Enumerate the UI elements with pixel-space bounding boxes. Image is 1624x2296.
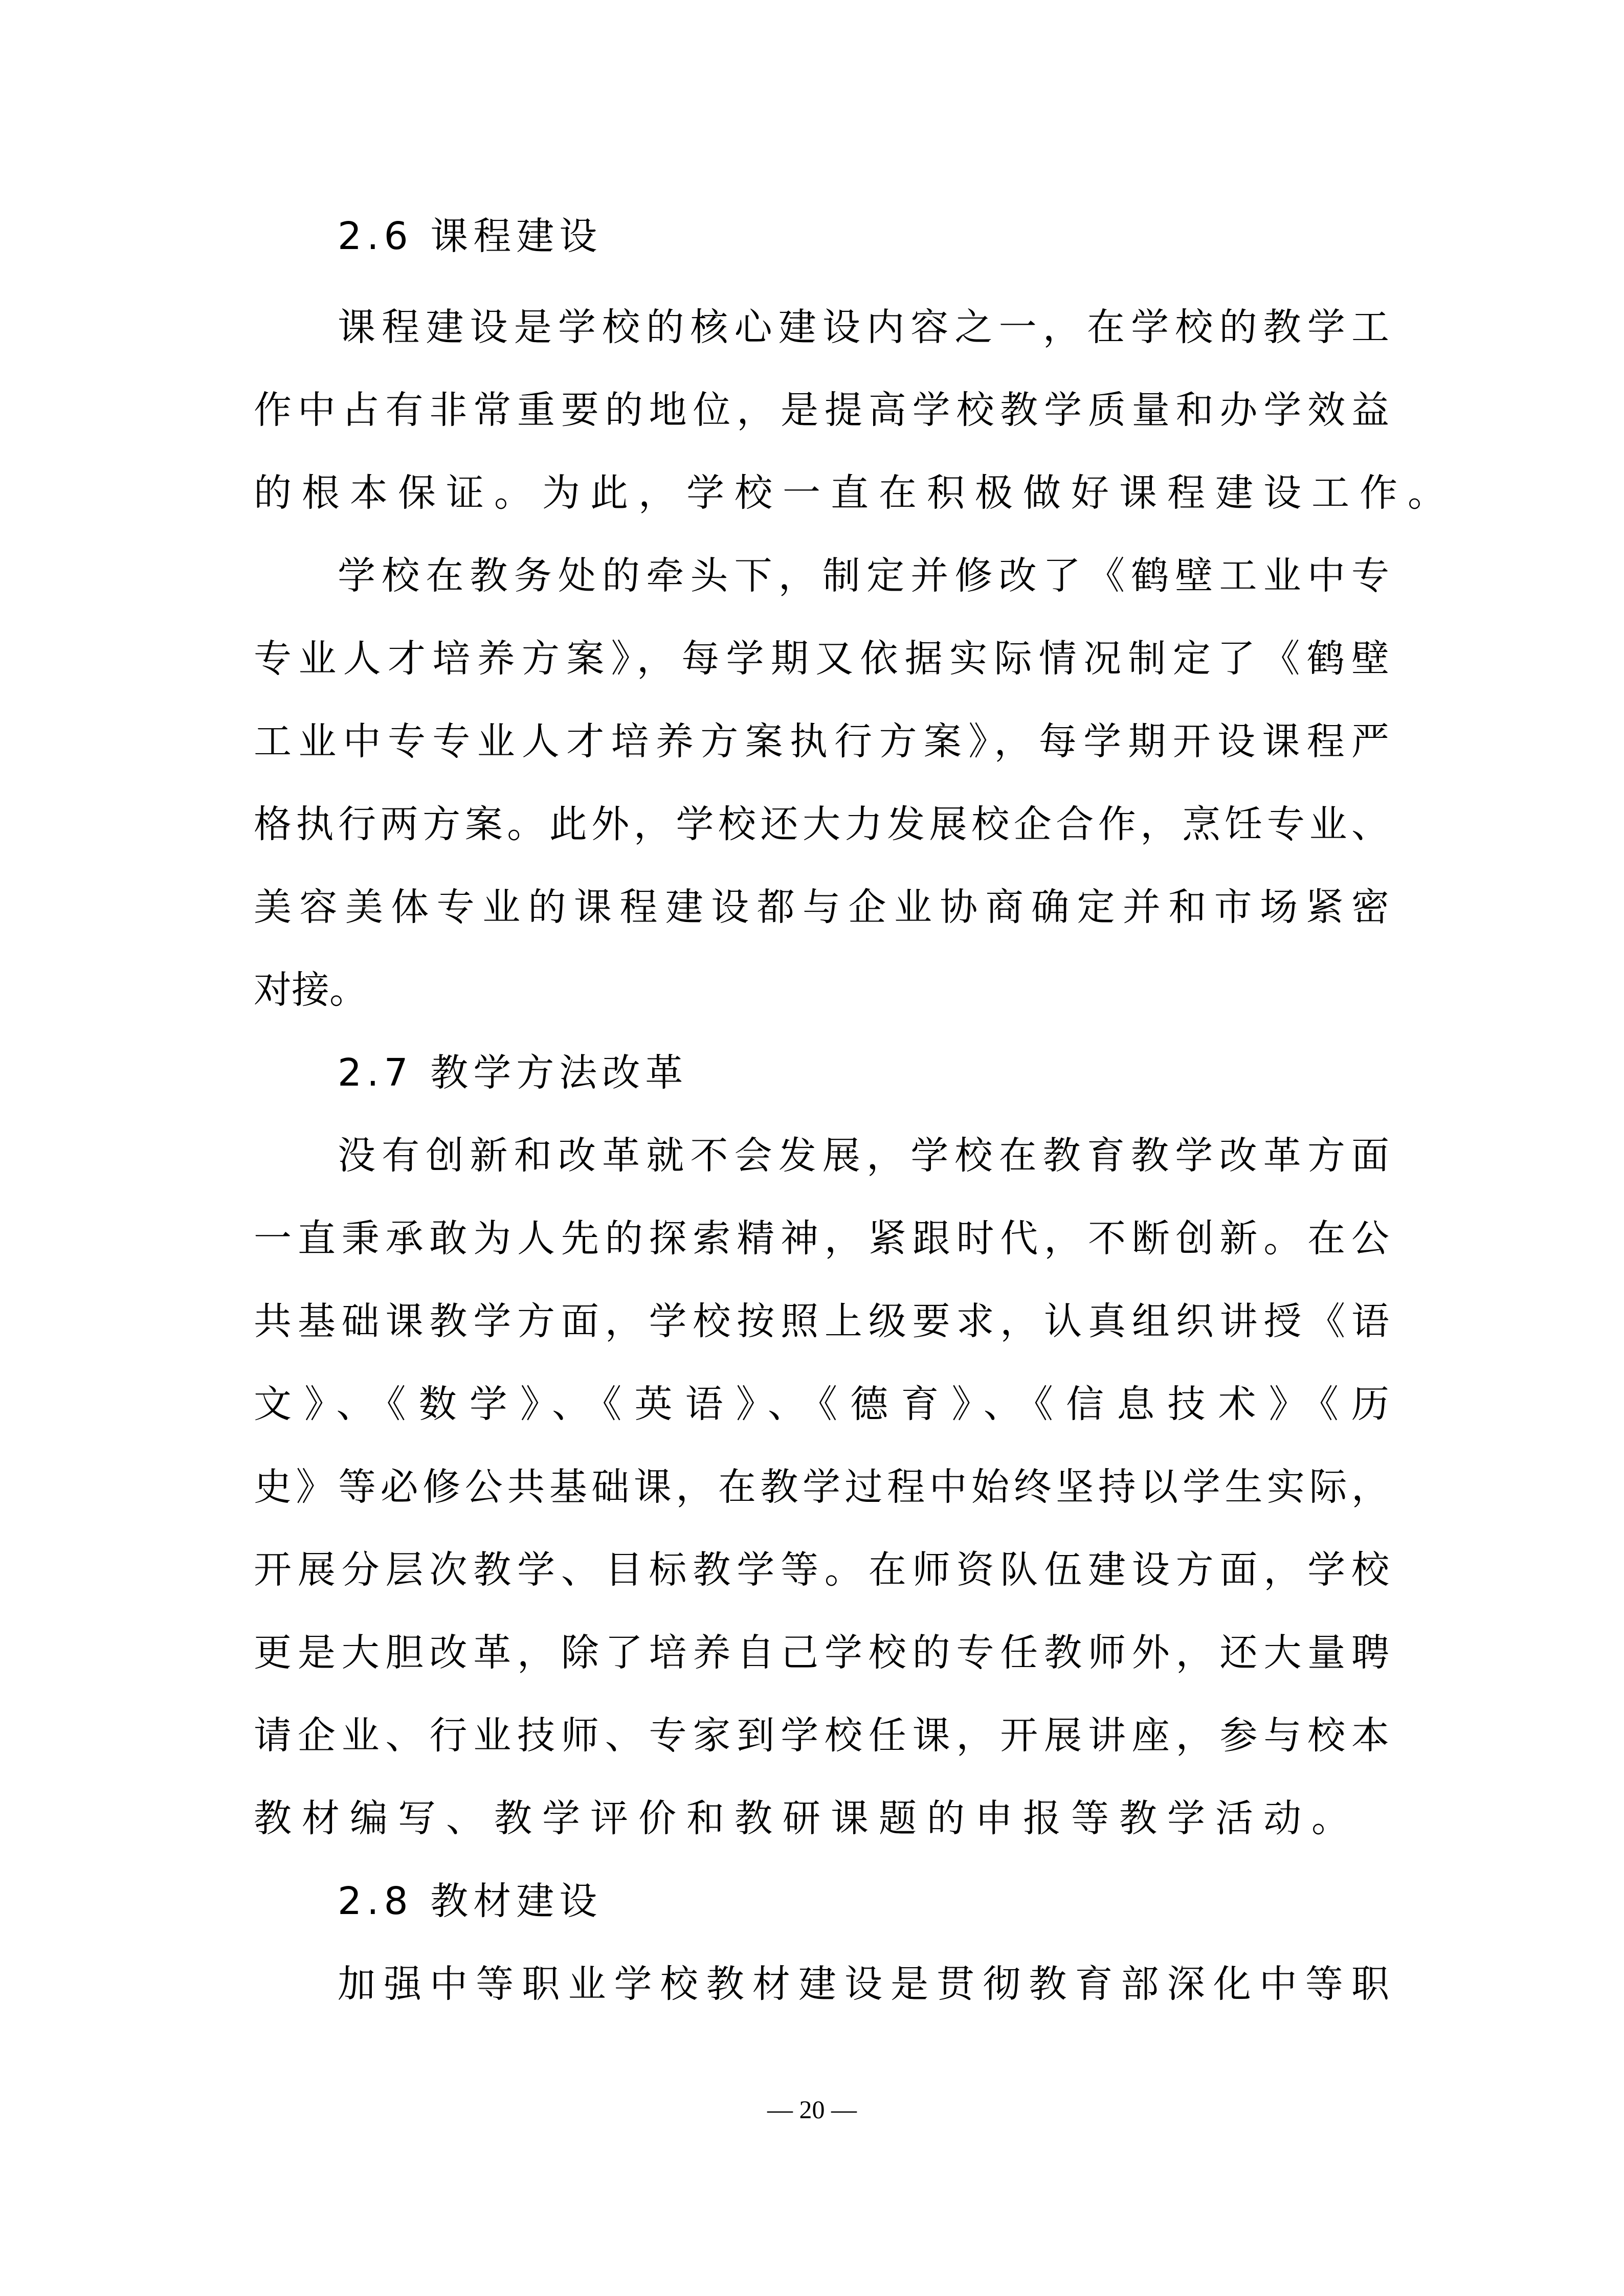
paragraph-line: 更是大胆改革，除了培养自己学校的专任教师外，还大量聘	[254, 1631, 1389, 1675]
paragraph-line: 请企业、行业技师、专家到学校任课，开展讲座，参与校本	[254, 1714, 1389, 1758]
paragraph-line: 对接。	[254, 968, 367, 1012]
paragraph-line: 文》、《数学》、《英语》、《德育》、《信息技术》《历	[254, 1382, 1389, 1426]
paragraph-line: 共基础课教学方面，学校按照上级要求，认真组织讲授《语	[254, 1299, 1389, 1343]
paragraph-line: 美容美体专业的课程建设都与企业协商确定并和市场紧密	[254, 885, 1389, 929]
page-number: — 20 —	[767, 2095, 857, 2124]
paragraph-line: 课程建设是学校的核心建设内容之一，在学校的教学工	[338, 305, 1389, 349]
paragraph-line: 史》等必修公共基础课，在教学过程中始终坚持以学生实际，	[254, 1465, 1389, 1509]
paragraph-line: 没有创新和改革就不会发展，学校在教育教学改革方面	[338, 1134, 1389, 1178]
paragraph-line: 加强中等职业学校教材建设是贯彻教育部深化中等职	[338, 1962, 1389, 2006]
paragraph-line: 专业人才培养方案》，每学期又依据实际情况制定了《鹤壁	[254, 637, 1389, 681]
section-heading-2-6: 2.6 课程建设	[338, 214, 603, 258]
paragraph-line: 格执行两方案。此外，学校还大力发展校企合作，烹饪专业、	[254, 802, 1389, 846]
paragraph-line: 作中占有非常重要的地位，是提高学校教学质量和办学效益	[254, 388, 1389, 432]
paragraph-line: 教材编写、教学评价和教研课题的申报等教学活动。	[254, 1796, 1360, 1840]
paragraph-line: 一直秉承敢为人先的探索精神，紧跟时代，不断创新。在公	[254, 1217, 1389, 1260]
section-heading-2-8: 2.8 教材建设	[338, 1879, 603, 1923]
paragraph-line: 开展分层次教学、目标教学等。在师资队伍建设方面，学校	[254, 1548, 1389, 1592]
paragraph-line: 工业中专专业人才培养方案执行方案》，每学期开设课程严	[254, 719, 1389, 763]
paragraph-line: 学校在教务处的牵头下，制定并修改了《鹤壁工业中专	[338, 554, 1389, 598]
paragraph-line: 的根本保证。为此，学校一直在积极做好课程建设工作。	[254, 471, 1456, 515]
section-heading-2-7: 2.7 教学方法改革	[338, 1051, 688, 1095]
